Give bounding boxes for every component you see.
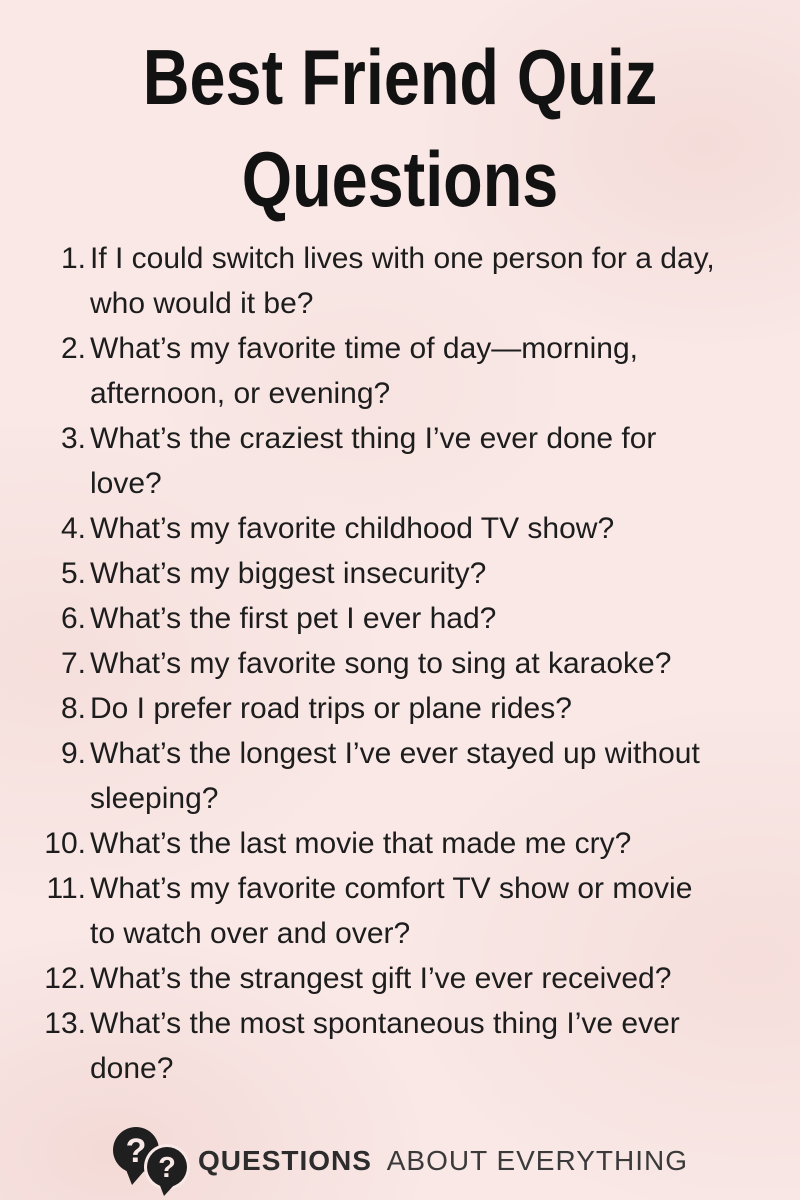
brand-name — [198, 1145, 688, 1177]
brand-logo — [0, 1125, 800, 1197]
question-text: What’s my favorite song to sing at karaoke? — [90, 647, 672, 680]
question-item-2 — [38, 326, 800, 416]
question-number: 1. — [60, 242, 86, 275]
question-number: 3. — [60, 422, 86, 455]
question-item-6 — [38, 596, 800, 641]
question-mark-speech-bubbles-icon — [112, 1125, 192, 1197]
question-text: If I could switch lives with one person for a day, who would it be? — [90, 242, 715, 320]
question-text: What’s the craziest thing I’ve ever done for love? — [90, 422, 657, 500]
question-number: 13. — [44, 1007, 86, 1040]
page-title — [68, 0, 732, 230]
question-item-11 — [38, 866, 800, 956]
question-text: What’s my favorite childhood TV show? — [90, 512, 615, 545]
question-item-10 — [38, 821, 800, 866]
question-text: What’s the most spontaneous thing I’ve ever done? — [90, 1007, 680, 1085]
svg-text:?: ? — [125, 1132, 147, 1170]
question-text: What’s my favorite time of day—morning, afternoon, or evening? — [90, 332, 638, 410]
page-title-line-1: Best Friend Quiz — [142, 33, 658, 121]
question-text: What’s the strangest gift I’ve ever received? — [90, 962, 672, 995]
question-item-12 — [38, 956, 800, 1001]
svg-text:?: ? — [158, 1152, 176, 1184]
question-number: 6. — [60, 602, 86, 635]
question-text: What’s my biggest insecurity? — [90, 557, 487, 590]
question-item-8 — [38, 686, 800, 731]
question-text: What’s the first pet I ever had? — [90, 602, 497, 635]
question-number: 9. — [60, 737, 86, 770]
question-text: Do I prefer road trips or plane rides? — [90, 692, 572, 725]
question-item-4 — [38, 506, 800, 551]
question-text: What’s the longest I’ve ever stayed up without sleeping? — [90, 737, 700, 815]
question-number: 5. — [60, 557, 86, 590]
brand-name-bold: QUESTIONS — [198, 1145, 372, 1176]
question-item-13 — [38, 1001, 800, 1091]
question-item-5 — [38, 551, 800, 596]
question-number: 7. — [60, 647, 86, 680]
question-item-9 — [38, 731, 800, 821]
question-number: 10. — [44, 827, 86, 860]
question-item-1 — [38, 236, 800, 326]
question-item-3 — [38, 416, 800, 506]
question-number: 4. — [60, 512, 86, 545]
brand-name-rest: ABOUT EVERYTHING — [386, 1145, 688, 1176]
question-number: 12. — [44, 962, 86, 995]
question-number: 11. — [46, 872, 86, 905]
question-text: What’s my favorite comfort TV show or movie to watch over and over? — [90, 872, 693, 950]
page-title-line-2: Questions — [241, 135, 559, 223]
question-text: What’s the last movie that made me cry? — [90, 827, 632, 860]
question-number: 8. — [60, 692, 86, 725]
question-number: 2. — [60, 332, 86, 365]
question-list — [0, 236, 800, 1091]
question-item-7 — [38, 641, 800, 686]
